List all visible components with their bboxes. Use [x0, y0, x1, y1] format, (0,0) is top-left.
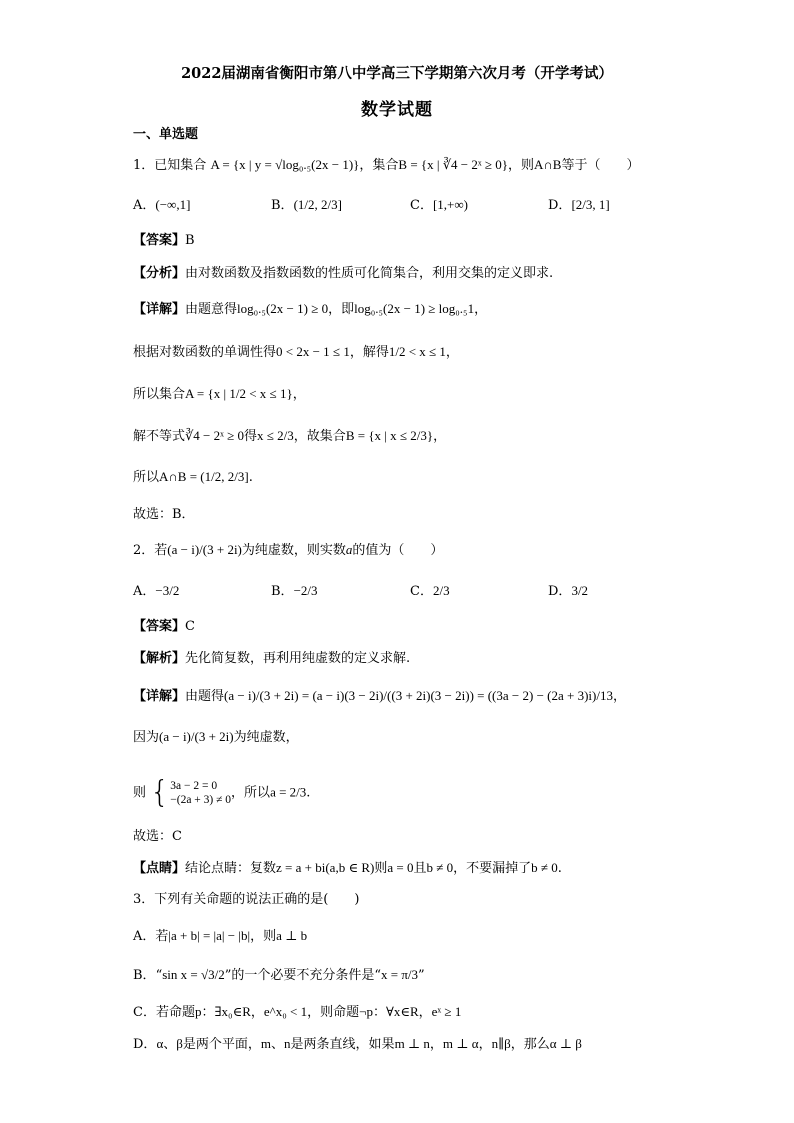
detail-line-1: 【详解】由题得(a − i)/(3 + 2i) = (a − i)(3 − 2i)/((3 + 2i)(3 − 2i)) = ((3a − 2) − (2a + 3)i)/13，	[133, 688, 626, 704]
option-c: C．若命题p：∃x₀∈R，e^x₀ < 1，则命题¬p：∀x∈R，eˣ ≥ 1	[133, 1004, 462, 1020]
option-b: B．−2/3	[271, 583, 318, 599]
option-a: A．(−∞,1]	[133, 197, 191, 213]
page-title: 2022届湖南省衡阳市第八中学高三下学期第六次月考（开学考试）	[181, 65, 613, 82]
question-2: 2．若(a − i)/(3 + 2i)为纯虚数，则实数a的值为（ ）	[133, 542, 444, 558]
page-subtitle: 数学试题	[361, 100, 433, 120]
question-3: 3．下列有关命题的说法正确的是( )	[133, 892, 360, 907]
option-b: B．“sin x = √3/2”的一个必要不充分条件是“x = π/3”	[133, 967, 425, 983]
option-a: A．−3/2	[133, 583, 180, 599]
question-number: 2．	[133, 543, 155, 558]
question-1: 1．已知集合 A = {x | y = √log₀.₅(2x − 1)}，集合B = {x | ∛4 − 2ˣ ≥ 0}，则A∩B等于（ ）	[133, 157, 640, 173]
equation-system: { 3a − 2 = 0 −(2a + 3) ≠ 0	[150, 775, 232, 810]
math-intersection: A∩B	[534, 157, 562, 172]
answer-line: 【答案】C	[133, 619, 195, 634]
detail-line-3: 所以集合A = {x | 1/2 < x ≤ 1}，	[133, 386, 306, 402]
choose-line: 故选：B．	[133, 507, 195, 522]
detail-line-2: 因为(a − i)/(3 + 2i)为纯虚数，	[133, 729, 299, 745]
option-d: D．α、β是两个平面，m、n是两条直线，如果m ⊥ n，m ⊥ α，n∥β，那么α ⊥ β	[133, 1036, 582, 1052]
option-c: C．2/3	[410, 583, 450, 599]
detail-line-2: 根据对数函数的单调性得0 < 2x − 1 ≤ 1，解得1/2 < x ≤ 1，	[133, 344, 459, 360]
detail-line-5: 所以A∩B = (1/2, 2/3].	[133, 469, 253, 485]
question-number: 1．	[133, 158, 155, 173]
detail-line-1: 【详解】由题意得log₀.₅(2x − 1) ≥ 0，即log₀.₅(2x − 1) ≥ log₀.₅1，	[133, 301, 488, 317]
question-number: 3．	[133, 892, 155, 907]
option-d: D．[2/3, 1]	[548, 197, 610, 213]
math-set-a: A = {x | y = √log₀.₅(2x − 1)}	[210, 157, 360, 172]
option-c: C．[1,+∞)	[410, 197, 468, 213]
analysis-line: 【分析】由对数函数及指数函数的性质可化简集合，利用交集的定义即求.	[133, 266, 554, 281]
section-heading: 一、单选题	[133, 127, 199, 142]
answer-line: 【答案】B	[133, 233, 195, 248]
detail-line-3: 则 { 3a − 2 = 0 −(2a + 3) ≠ 0 ，所以a = 2/3.	[133, 775, 311, 810]
explain-line: 【解析】先化简复数，再利用纯虚数的定义求解.	[133, 651, 411, 666]
option-d: D．3/2	[548, 583, 589, 599]
option-b: B．(1/2, 2/3]	[271, 197, 342, 213]
comment-line: 【点睛】结论点睛：复数z = a + bi(a,b ∈ R)则a = 0且b ≠ 0，不要漏掉了b ≠ 0.	[133, 860, 562, 876]
choose-line: 故选：C	[133, 829, 182, 844]
math-set-b: B = {x | ∛4 − 2ˣ ≥ 0}	[398, 157, 509, 172]
option-a: A．若|a + b| = |a| − |b|，则a ⊥ b	[133, 928, 308, 944]
detail-line-4: 解不等式∛4 − 2ˣ ≥ 0得x ≤ 2/3，故集合B = {x | x ≤ 2/3}，	[133, 428, 447, 444]
